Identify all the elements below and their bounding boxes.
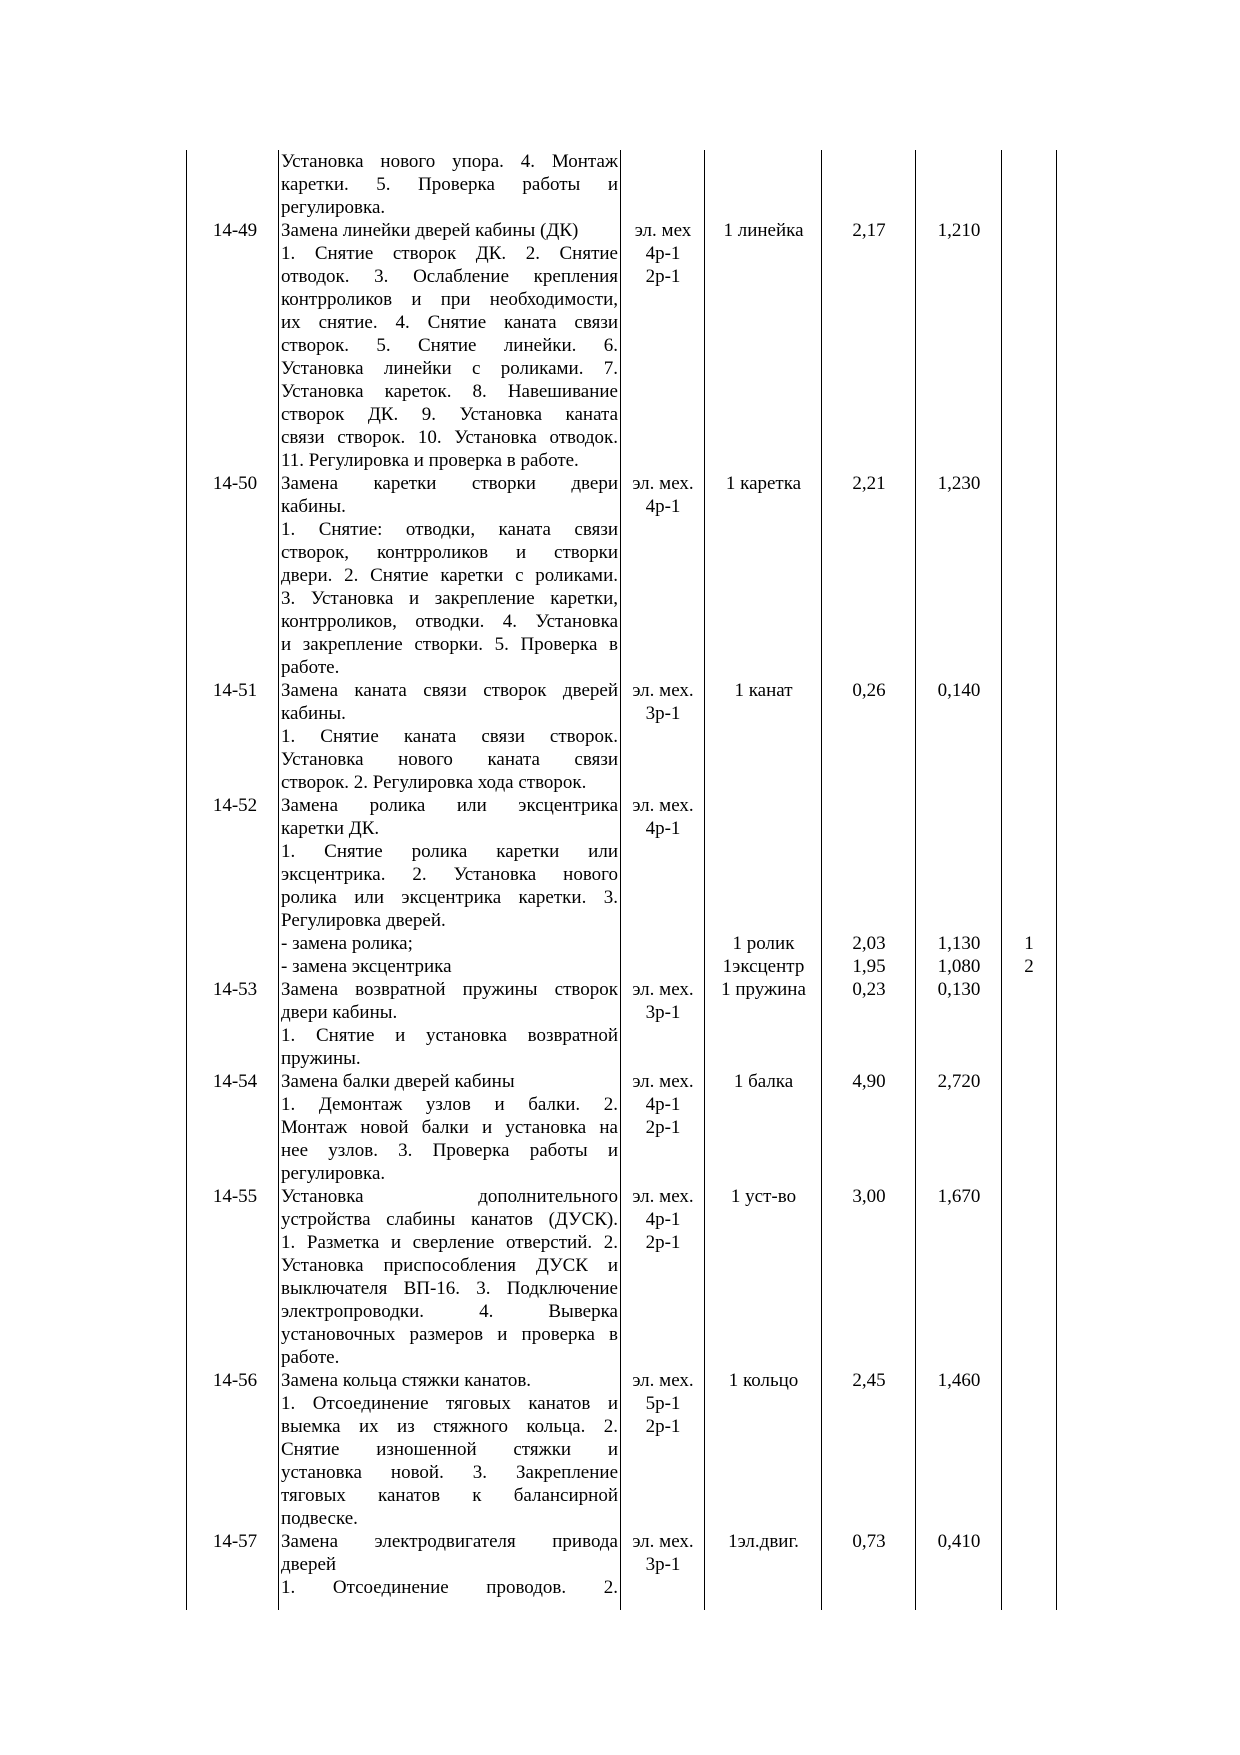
crew-composition: [622, 472, 704, 518]
table-row: [0, 1070, 1240, 1185]
description-line: кабины.: [281, 703, 346, 724]
description-line: контрроликов и при необходимости,: [281, 289, 618, 310]
time-norm-2-value: 1,210: [937, 220, 981, 241]
description-line: створок, контрроликов и створки: [281, 542, 618, 563]
description-line: 1. Снятие каната связи створок.: [281, 726, 618, 747]
description-line: дверей: [281, 1554, 337, 1575]
crew-composition-value: эл. мех.: [632, 1071, 694, 1092]
reference-number-value: [1003, 794, 1055, 817]
time-norm-1: [823, 1369, 915, 1392]
measure-unit: [706, 1070, 821, 1093]
description-line: и закрепление створки. 5. Проверка в: [281, 634, 618, 655]
measure-unit-value: 1 канат: [734, 680, 793, 701]
measure-unit-value: 1 каретка: [725, 473, 802, 494]
time-norm-1-value: 2,21: [852, 473, 886, 494]
crew-composition-value: 5р-1: [645, 1393, 681, 1414]
time-norm-2-value: [917, 817, 1001, 840]
time-norm-1-value: 1,95: [852, 956, 886, 977]
crew-composition-value: 2р-1: [645, 1232, 681, 1253]
measure-unit-value: [706, 794, 821, 817]
description-line: 1. Снятие створок ДК. 2. Снятие: [281, 243, 618, 264]
time-norm-2-value: [917, 863, 1001, 886]
description-line: Снятие изношенной стяжки и: [281, 1439, 618, 1460]
measure-unit-value: 1 уст-во: [730, 1186, 797, 1207]
description-line: створок ДК. 9. Установка каната: [281, 404, 618, 425]
description-line: Замена возвратной пружины створок: [281, 979, 618, 1000]
reference-number: [1003, 794, 1055, 978]
time-norm-1-value: 0,26: [852, 680, 886, 701]
time-norm-1-value: [823, 863, 915, 886]
description-line: Установка нового упора. 4. Монтаж: [281, 151, 618, 172]
crew-composition: [622, 679, 704, 725]
item-number: [190, 1070, 280, 1093]
description-line: нее узлов. 3. Проверка работы и: [281, 1140, 618, 1161]
time-norm-2: [917, 1530, 1001, 1553]
item-number: [190, 1530, 280, 1553]
time-norm-2-value: 1,460: [937, 1370, 981, 1391]
item-number-text: 14-51: [212, 680, 258, 701]
measure-unit-value: [706, 909, 821, 932]
time-norm-2-value: [917, 886, 1001, 909]
time-norm-2-value: 1,670: [937, 1186, 981, 1207]
time-norm-1-value: [823, 840, 915, 863]
description-line: Замена линейки дверей кабины (ДК): [281, 220, 579, 241]
crew-composition-value: 3р-1: [645, 1002, 681, 1023]
description-line: пружины.: [281, 1048, 361, 1069]
time-norm-1-value: 2,17: [852, 220, 886, 241]
crew-composition-value: эл. мех.: [632, 795, 694, 816]
crew-composition-value: 3р-1: [645, 1554, 681, 1575]
time-norm-2-value: [917, 794, 1001, 817]
measure-unit: [706, 978, 821, 1001]
description-line: 1. Снятие и установка возвратной: [281, 1025, 618, 1046]
crew-composition-value: [622, 863, 704, 886]
time-norm-2-value: 2,720: [937, 1071, 981, 1092]
work-description: [281, 1369, 618, 1530]
table-row: [0, 1530, 1240, 1599]
item-number-text: 14-54: [212, 1071, 258, 1092]
item-number-text: 14-49: [212, 220, 258, 241]
crew-composition-value: 4р-1: [645, 818, 681, 839]
item-number-text: 14-57: [212, 1531, 258, 1552]
crew-composition-value: эл. мех.: [632, 1186, 694, 1207]
time-norm-2: [917, 472, 1001, 495]
description-line: Замена кольца стяжки канатов.: [281, 1370, 532, 1391]
description-line: электропроводки. 4. Выверка: [281, 1301, 618, 1322]
description-line: выключателя ВП-16. 3. Подключение: [281, 1278, 618, 1299]
time-norm-1: [823, 219, 915, 242]
description-line: кабины.: [281, 496, 346, 517]
time-norm-2: [917, 1369, 1001, 1392]
crew-composition-value: эл. мех.: [632, 473, 694, 494]
time-norm-1: [823, 679, 915, 702]
description-line: устройства слабины канатов (ДУСК).: [281, 1209, 618, 1230]
measure-unit-value: 1 ролик: [732, 933, 795, 954]
description-line: подвеске.: [281, 1508, 358, 1529]
norms-table: [0, 150, 1240, 1599]
description-line: 3. Установка и закрепление каретки,: [281, 588, 618, 609]
item-number: [190, 679, 280, 702]
measure-unit: [706, 679, 821, 702]
measure-unit: [706, 219, 821, 242]
work-description: [281, 794, 618, 978]
description-line: створок. 5. Снятие линейки. 6.: [281, 335, 618, 356]
crew-composition: [622, 794, 704, 978]
measure-unit: [706, 472, 821, 495]
item-number: [190, 978, 280, 1001]
description-line: 1. Снятие ролика каретки или: [281, 841, 618, 862]
work-description: [281, 472, 618, 679]
measure-unit-value: [706, 840, 821, 863]
time-norm-2: [917, 1185, 1001, 1208]
time-norm-2: [917, 1070, 1001, 1093]
crew-composition-value: эл. мех.: [632, 1370, 694, 1391]
time-norm-1-value: [823, 886, 915, 909]
measure-unit-value: 1эксцентр: [722, 956, 805, 977]
work-description: [281, 219, 618, 472]
description-line: 1. Отсоединение тяговых канатов и: [281, 1393, 618, 1414]
description-line: 1. Отсоединение проводов. 2.: [281, 1577, 618, 1598]
description-line: 1. Разметка и сверление отверстий. 2.: [281, 1232, 618, 1253]
time-norm-2-value: 0,130: [937, 979, 981, 1000]
measure-unit-value: 1эл.двиг.: [728, 1531, 799, 1552]
crew-composition-value: [622, 886, 704, 909]
time-norm-2-value: [917, 840, 1001, 863]
item-number: [190, 794, 280, 817]
description-line: Монтаж новой балки и установка на: [281, 1117, 618, 1138]
description-line: Замена каната связи створок дверей: [281, 680, 618, 701]
work-description: [281, 679, 618, 794]
crew-composition-value: 2р-1: [645, 266, 681, 287]
time-norm-1: [823, 794, 915, 978]
crew-composition-value: [622, 955, 704, 978]
description-line: регулировка.: [281, 1163, 386, 1184]
table-row: [0, 472, 1240, 679]
crew-composition-value: эл. мех.: [632, 680, 694, 701]
description-line: 1. Снятие: отводки, каната связи: [281, 519, 618, 540]
item-number-text: 14-52: [212, 795, 258, 816]
time-norm-2-value: 1,080: [937, 956, 981, 977]
description-line: 11. Регулировка и проверка в работе.: [281, 450, 579, 471]
reference-number-value: [1003, 886, 1055, 909]
description-line: Регулировка дверей.: [281, 910, 446, 931]
description-line: двери кабины.: [281, 1002, 398, 1023]
measure-unit-value: [706, 886, 821, 909]
crew-composition: [622, 1530, 704, 1576]
item-number-text: 14-53: [212, 979, 258, 1000]
item-number-text: 14-55: [212, 1186, 258, 1207]
description-line: каретки. 5. Проверка работы и: [281, 174, 618, 195]
time-norm-2: [917, 794, 1001, 978]
reference-number-value: [1003, 840, 1055, 863]
item-number: [190, 1369, 280, 1392]
description-line: Установка линейки с роликами. 7.: [281, 358, 618, 379]
item-number: [190, 472, 280, 495]
description-line: контрроликов, отводки. 4. Установка: [281, 611, 618, 632]
item-number: [190, 1185, 280, 1208]
measure-unit: [706, 1530, 821, 1553]
description-line: Установка нового каната связи: [281, 749, 618, 770]
description-line: Установка приспособления ДУСК и: [281, 1255, 618, 1276]
time-norm-1-value: [823, 817, 915, 840]
description-line: двери. 2. Снятие каретки с роликами.: [281, 565, 618, 586]
measure-unit-value: [706, 817, 821, 840]
table-row: [0, 978, 1240, 1070]
description-line: установочных размеров и проверка в: [281, 1324, 618, 1345]
item-number: [190, 219, 280, 242]
time-norm-1-value: 4,90: [852, 1071, 886, 1092]
description-line: Установка кареток. 8. Навешивание: [281, 381, 618, 402]
time-norm-2-value: 0,410: [937, 1531, 981, 1552]
crew-composition-value: 4р-1: [645, 496, 681, 517]
description-line: установка новой. 3. Закрепление: [281, 1462, 618, 1483]
measure-unit-value: 1 линейка: [723, 220, 804, 241]
crew-composition: [622, 1369, 704, 1438]
crew-composition-value: 3р-1: [645, 703, 681, 724]
measure-unit-value: 1 балка: [733, 1071, 794, 1092]
time-norm-2-value: 0,140: [937, 680, 981, 701]
time-norm-1-value: 0,73: [852, 1531, 886, 1552]
description-line: - замена ролика;: [281, 933, 413, 954]
crew-composition: [622, 1070, 704, 1139]
crew-composition: [622, 1185, 704, 1254]
time-norm-1-value: 2,45: [852, 1370, 886, 1391]
description-line: створок. 2. Регулировка хода створок.: [281, 772, 587, 793]
work-description: [281, 150, 618, 219]
table-row: [0, 219, 1240, 472]
time-norm-1-value: 3,00: [852, 1186, 886, 1207]
crew-composition-value: эл. мех.: [632, 979, 694, 1000]
reference-number-value: 1: [1024, 933, 1034, 954]
work-description: [281, 1185, 618, 1369]
time-norm-2: [917, 679, 1001, 702]
crew-composition-value: 4р-1: [645, 1094, 681, 1115]
reference-number-value: [1003, 817, 1055, 840]
time-norm-1: [823, 1530, 915, 1553]
work-description: [281, 978, 618, 1070]
reference-number-value: [1003, 909, 1055, 932]
crew-composition-value: 2р-1: [645, 1416, 681, 1437]
crew-composition-value: [622, 932, 704, 955]
table-row: [0, 679, 1240, 794]
time-norm-1: [823, 1070, 915, 1093]
time-norm-1-value: [823, 794, 915, 817]
table-row-continuation: [0, 150, 1240, 219]
crew-composition-value: [622, 909, 704, 932]
measure-unit: [706, 1185, 821, 1208]
crew-composition: [622, 978, 704, 1024]
description-line: работе.: [281, 657, 340, 678]
item-number-text: 14-56: [212, 1370, 258, 1391]
description-line: Замена балки дверей кабины: [281, 1071, 515, 1092]
measure-unit: [706, 1369, 821, 1392]
description-line: - замена эксцентрика: [281, 956, 452, 977]
table-row: [0, 1369, 1240, 1530]
time-norm-1: [823, 978, 915, 1001]
time-norm-2-value: [917, 909, 1001, 932]
work-description: [281, 1530, 618, 1599]
crew-composition-value: 2р-1: [645, 1117, 681, 1138]
time-norm-1: [823, 1185, 915, 1208]
crew-composition-value: эл. мех.: [632, 1531, 694, 1552]
crew-composition: [622, 219, 704, 288]
description-line: эксцентрика. 2. Установка нового: [281, 864, 618, 885]
crew-composition-value: 4р-1: [645, 243, 681, 264]
time-norm-2-value: 1,130: [937, 933, 981, 954]
measure-unit-value: 1 кольцо: [728, 1370, 799, 1391]
measure-unit: [706, 794, 821, 978]
time-norm-1-value: [823, 909, 915, 932]
description-line: Установка дополнительного: [281, 1186, 618, 1207]
description-line: Замена электродвигателя привода: [281, 1531, 618, 1552]
description-line: связи створок. 10. Установка отводок.: [281, 427, 618, 448]
description-line: ролика или эксцентрика каретки. 3.: [281, 887, 618, 908]
description-line: отводок. 3. Ослабление крепления: [281, 266, 618, 287]
time-norm-1-value: 0,23: [852, 979, 886, 1000]
measure-unit-value: [706, 863, 821, 886]
reference-number-value: [1003, 863, 1055, 886]
description-line: их снятие. 4. Снятие каната связи: [281, 312, 618, 333]
time-norm-2-value: 1,230: [937, 473, 981, 494]
description-line: каретки ДК.: [281, 818, 380, 839]
time-norm-1-value: 2,03: [852, 933, 886, 954]
reference-number-value: 2: [1024, 956, 1034, 977]
description-line: тяговых канатов к балансирной: [281, 1485, 618, 1506]
crew-composition-value: 4р-1: [645, 1209, 681, 1230]
description-line: регулировка.: [281, 197, 386, 218]
time-norm-2: [917, 978, 1001, 1001]
time-norm-2: [917, 219, 1001, 242]
time-norm-1: [823, 472, 915, 495]
work-description: [281, 1070, 618, 1185]
description-line: работе.: [281, 1347, 340, 1368]
table-row: [0, 1185, 1240, 1369]
description-line: 1. Демонтаж узлов и балки. 2.: [281, 1094, 618, 1115]
description-line: Замена каретки створки двери: [281, 473, 618, 494]
crew-composition-value: эл. мех: [634, 220, 692, 241]
item-number-text: 14-50: [212, 473, 258, 494]
table-row: [0, 794, 1240, 978]
description-line: выемка их из стяжного кольца. 2.: [281, 1416, 618, 1437]
crew-composition-value: [622, 840, 704, 863]
measure-unit-value: 1 пружина: [721, 979, 806, 1000]
description-line: Замена ролика или эксцентрика: [281, 795, 618, 816]
